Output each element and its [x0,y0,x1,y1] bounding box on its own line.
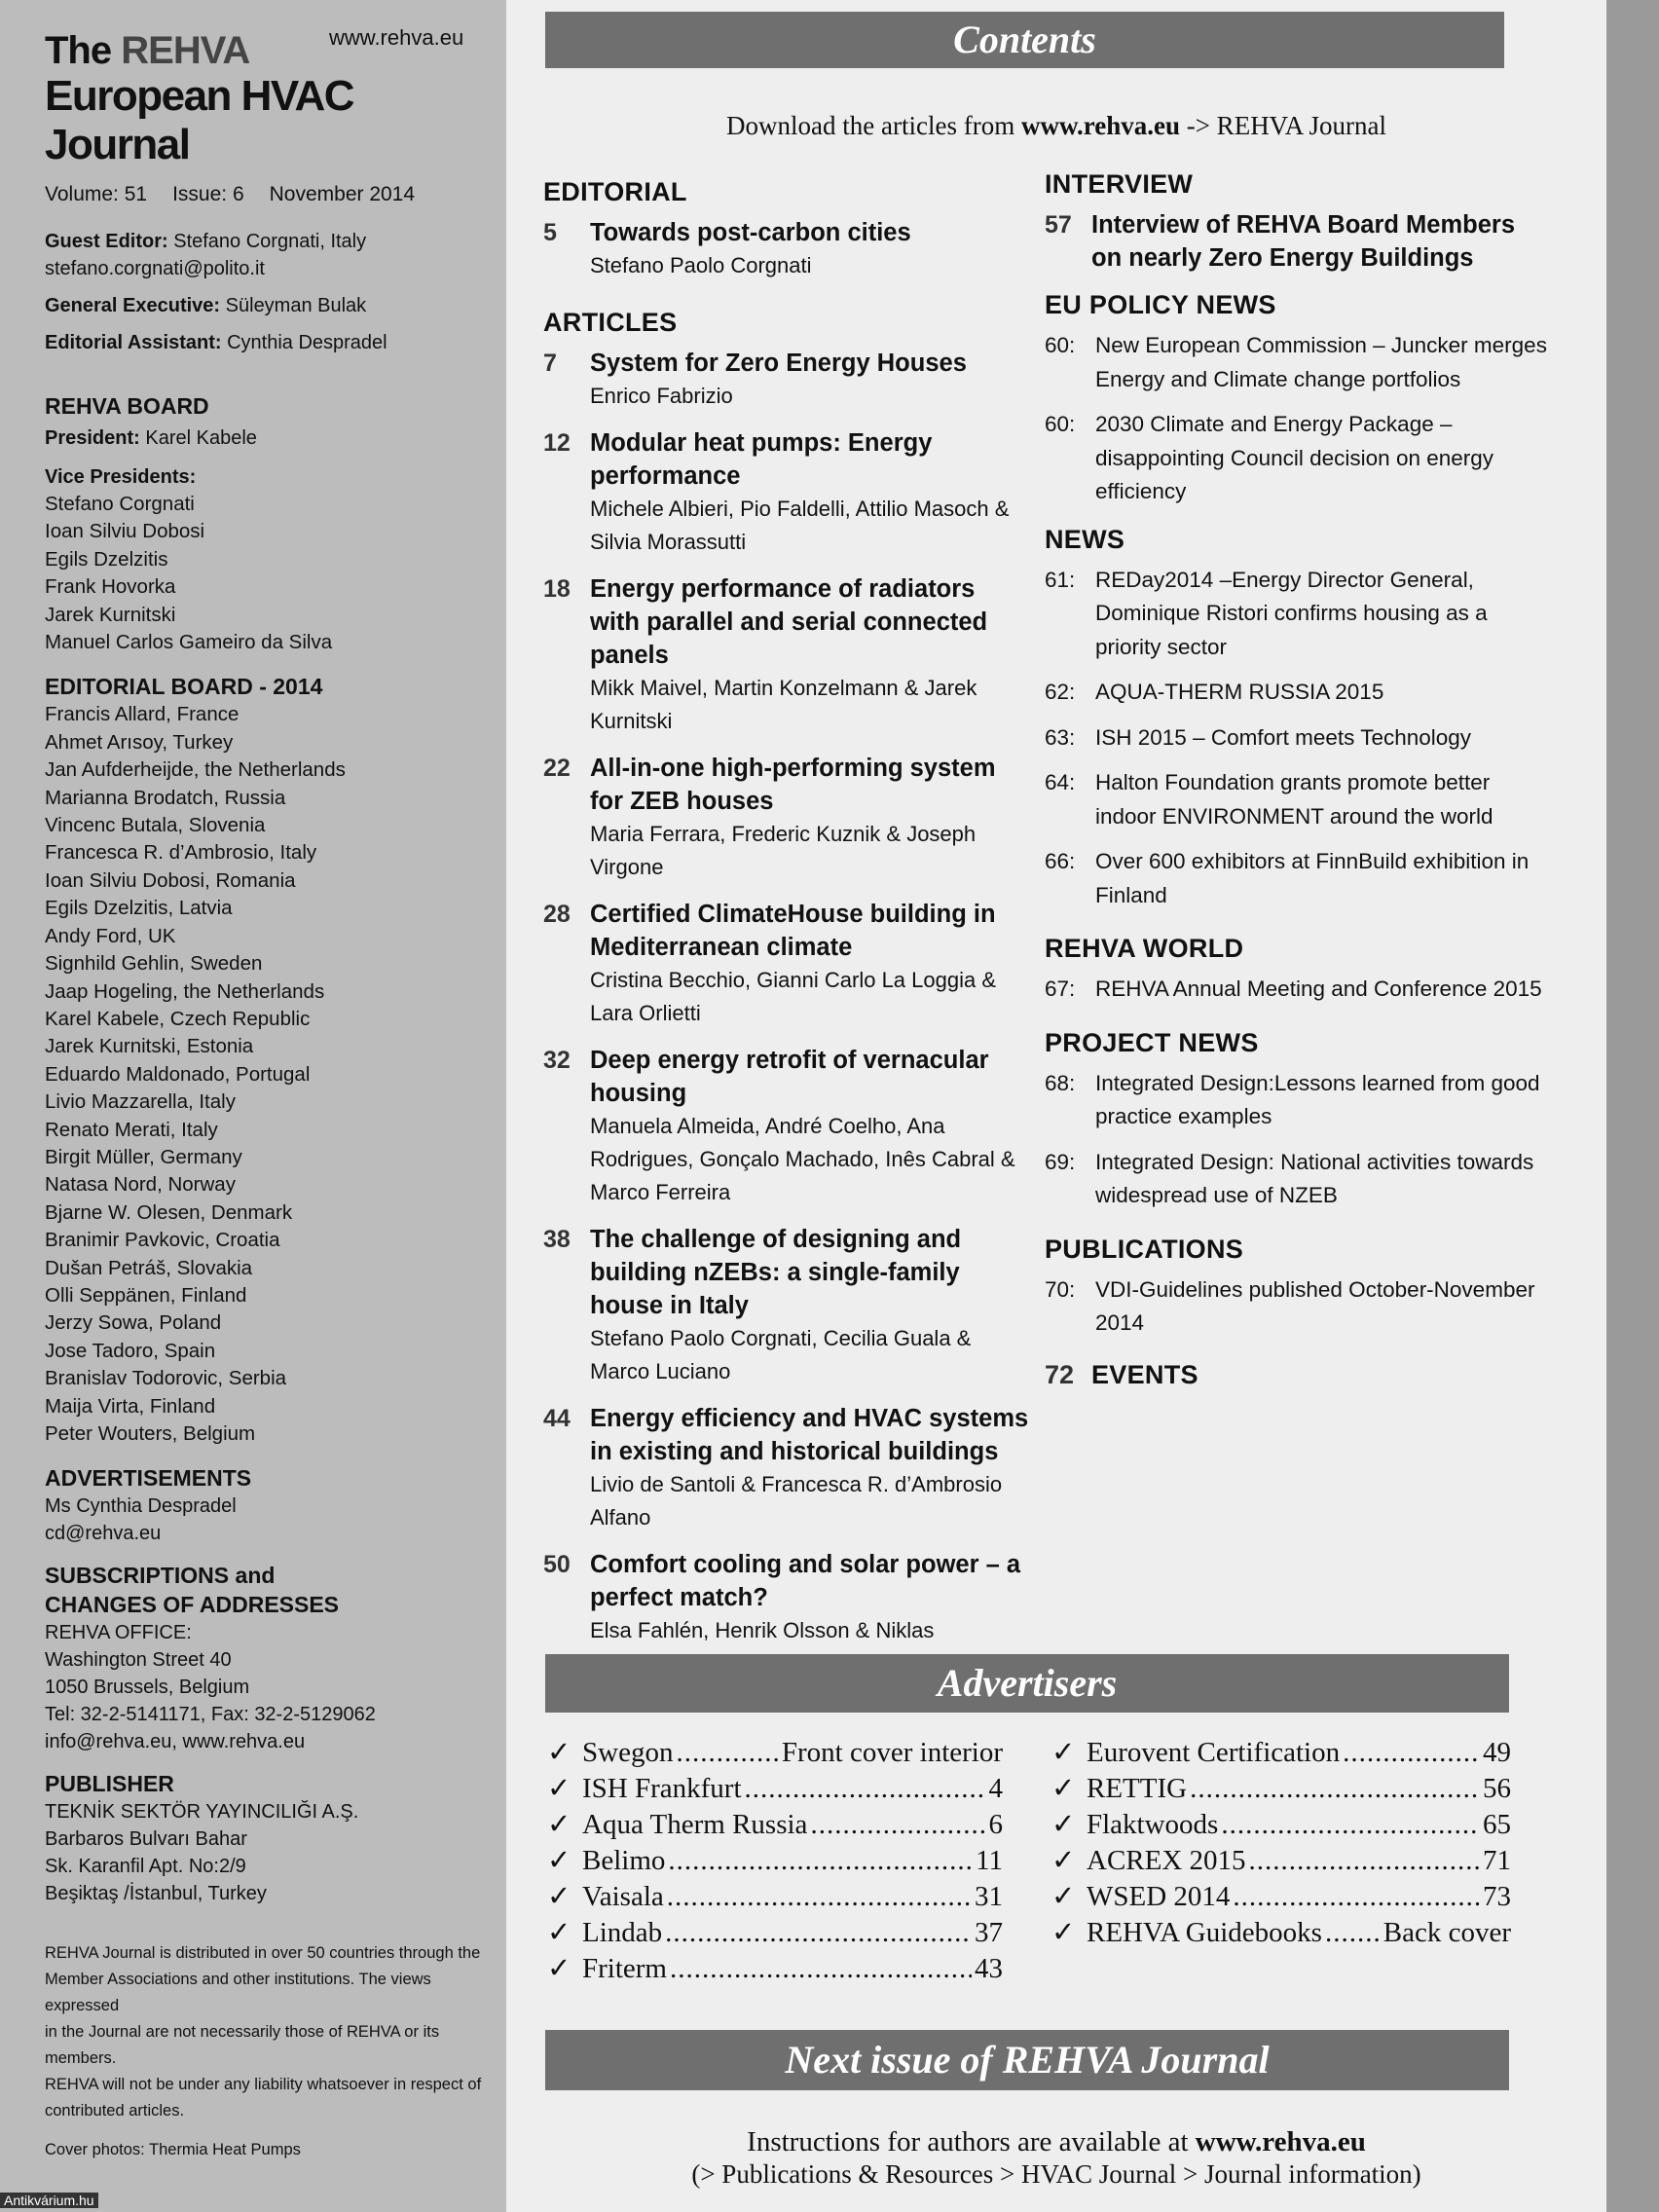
advertiser-page: 56 [1483,1773,1511,1804]
dot-leader [1325,1915,1381,1951]
next-issue-banner: Next issue of REHVA Journal [545,2030,1509,2090]
interview-entry[interactable] [1045,208,1551,275]
checkmark-icon: ✓ [547,1809,571,1840]
news-text: REDay2014 –Energy Director General, Dominique Ristori confirms housing as a priority sector [1095,567,1488,659]
news-text: Over 600 exhibitors at FinnBuild exhibition in Finland [1095,849,1530,907]
vice-presidents-list [45,491,506,656]
checkmark-icon: ✓ [1051,1737,1076,1768]
list-item: Maija Virta, Finland [45,1394,216,1418]
page-number: 7 [543,350,557,377]
list-item: Branislav Todorovic, Serbia [45,1367,287,1390]
article-authors: Michele Albieri, Pio Faldelli, Attilio Masoch & Silvia Morassutti [590,497,1010,554]
page-number: 72 [1045,1359,1075,1389]
checkmark-icon: ✓ [1051,1881,1076,1912]
volume: Volume: 51 [45,183,148,205]
publisher-line: TEKNİK SEKTÖR YAYINCILIĞI A.Ş. [45,1801,359,1824]
page-number: 66: [1045,849,1076,873]
checkmark-icon: ✓ [547,1737,571,1768]
advertiser-item[interactable] [547,1915,1003,1951]
events-heading: EVENTS [1091,1359,1198,1389]
advertiser-name: ACREX 2015 [1087,1845,1246,1876]
publisher-line: Beşiktaş /İstanbul, Turkey [45,1883,267,1905]
article-entry[interactable] [543,1223,1030,1388]
advertiser-item[interactable] [1051,1879,1511,1915]
list-item: Francesca R. d’Ambrosio, Italy [45,841,317,865]
guest-editor-email[interactable]: stefano.corgnati@polito.it [45,258,265,279]
journal-title: European HVAC Journal [45,72,354,168]
publisher-heading: PUBLISHER [45,1771,174,1797]
list-item: Andy Ford, UK [45,924,176,947]
list-item: Stefano Corgnati [45,493,195,515]
instructions-text: Instructions for authors are available at [747,2126,1189,2157]
rehva-world-heading: REHVA WORLD [1045,934,1244,963]
article-title: Certified ClimateHouse building in Mediterranean climate [590,901,996,961]
dot-leader [810,1807,985,1843]
eu-policy-heading: EU POLICY NEWS [1045,290,1276,319]
article-title: Comfort cooling and solar power – a perfect match? [590,1551,1021,1611]
page-number: 12 [543,429,571,457]
article-entry[interactable] [543,426,1030,559]
watermark: Antikvárium.hu [0,2193,98,2208]
dot-leader [1249,1843,1480,1879]
page-number: 62: [1045,680,1076,704]
advertiser-page: 71 [1483,1845,1511,1876]
checkmark-icon: ✓ [547,1845,571,1876]
advertiser-name: WSED 2014 [1087,1881,1231,1912]
page-edge [1606,0,1659,2212]
disclaimer-line: contributed articles. [45,2102,185,2120]
news-item[interactable] [1045,676,1551,710]
advertiser-page: Front cover interior [781,1737,1003,1768]
page-number: 57 [1045,211,1072,239]
advertiser-page: 73 [1483,1881,1511,1912]
list-item: Eduardo Maldonado, Portugal [45,1062,311,1086]
articles-list [543,347,1030,1680]
advertiser-name: Eurovent Certification [1087,1737,1341,1768]
news-item[interactable] [1045,766,1551,833]
advertiser-item[interactable] [1051,1771,1511,1807]
publisher-line: Barbaros Bulvarı Bahar [45,1828,247,1851]
issue-date: November 2014 [269,183,416,205]
editorial-board-list [45,701,506,1448]
list-item: Jaap Hogeling, the Netherlands [45,979,325,1003]
news-item[interactable] [1045,845,1551,912]
article-title: Deep energy retrofit of vernacular housing [590,1047,989,1107]
news-text: Halton Foundation grants promote better indoor ENVIRONMENT around the world [1095,770,1493,829]
article-title: Interview of REHVA Board Members on nearly Zero Energy Buildings [1091,211,1516,272]
advertiser-item[interactable] [547,1735,1003,1771]
advertisers-banner: Advertisers [545,1654,1509,1713]
checkmark-icon: ✓ [1051,1917,1076,1948]
interview-heading: INTERVIEW [1045,169,1194,199]
article-entry[interactable] [543,1044,1030,1209]
project-news-list [1045,1067,1551,1213]
article-authors: Livio de Santoli & Francesca R. d’Ambrosio Alfano [590,1472,1003,1530]
advertiser-page: 43 [975,1953,1003,1984]
article-authors: Enrico Fabrizio [590,384,733,408]
list-item: Francis Allard, France [45,703,240,726]
article-authors: Mikk Maivel, Martin Konzelmann & Jarek Kurnitski [590,676,977,733]
disclaimer-line: REHVA Journal is distributed in over 50 countries through the [45,1944,481,1963]
download-line [506,111,1606,141]
site-url[interactable]: www.rehva.eu [329,25,464,50]
article-authors: Stefano Paolo Corgnati [590,253,812,277]
news-item[interactable] [1045,564,1551,665]
page-number: 50 [543,1551,571,1578]
article-authors: Manuela Almeida, André Coelho, Ana Rodrigues, Gonçalo Machado, Inês Cabral & Marco Ferreira [590,1114,1015,1204]
news-text: VDI-Guidelines published October-November 2014 [1095,1276,1535,1335]
article-authors: Elsa Fahlén, Henrik Olsson & Niklas [590,1618,935,1642]
advertiser-page: 6 [988,1809,1003,1840]
articles-heading: ARTICLES [543,308,678,337]
office-line: Washington Street 40 [45,1649,232,1672]
issue-info [45,183,506,206]
publications-list [1045,1273,1551,1341]
general-executive: Süleyman Bulak [225,295,367,316]
rehva-board [45,391,506,656]
article-authors: Cristina Becchio, Gianni Carlo La Loggia & Lara Orlietti [590,968,997,1025]
advertiser-name: Vaisala [582,1881,664,1912]
advertiser-page: 11 [976,1845,1003,1876]
advertiser-name: Swegon [582,1737,674,1768]
news-text: REHVA Annual Meeting and Conference 2015 [1095,977,1542,1001]
advertiser-page: 37 [975,1917,1003,1948]
news-list [1045,564,1551,913]
news-text: 2030 Climate and Energy Package – disappointing Council decision on energy efficiency [1095,412,1494,503]
advertiser-name: ISH Frankfurt [582,1773,742,1804]
page-number: 44 [543,1405,571,1432]
page-number: 70: [1045,1276,1076,1302]
contents-right-column [1045,167,1551,1391]
list-item: Livio Mazzarella, Italy [45,1090,236,1114]
advertiser-page: 49 [1483,1737,1511,1768]
subscriptions [45,1561,506,1755]
news-text: Integrated Design: National activities towards widespread use of NZEB [1095,1149,1534,1207]
article-entry[interactable] [543,1402,1030,1534]
page-number: 63: [1045,724,1076,750]
page-number: 32 [543,1047,571,1074]
news-item[interactable] [1045,721,1551,756]
disclaimer-line: REHVA will not be under any liability whatsoever in respect of [45,2076,482,2094]
page-number: 60: [1045,412,1076,436]
article-title: All-in-one high-performing system for ZEB houses [590,755,996,815]
advertiser-item[interactable] [1051,1843,1511,1879]
list-item: Frank Hovorka [45,575,176,599]
news-text: ISH 2015 – Comfort meets Technology [1095,724,1472,750]
board-heading: REHVA BOARD [45,393,209,419]
masthead-sidebar [0,0,506,2212]
news-item[interactable] [1045,1067,1551,1134]
dot-leader [667,1879,972,1915]
dot-leader [1233,1879,1480,1915]
advertiser-page: Back cover [1382,1917,1511,1948]
contents-left-column [543,175,1030,1694]
staff-block [45,228,506,356]
list-item: Jerzy Sowa, Poland [45,1311,222,1335]
ads-heading: ADVERTISEMENTS [45,1465,252,1492]
news-text: Integrated Design:Lessons learned from good practice examples [1095,1070,1540,1128]
list-item: Egils Dzelzitis [45,547,168,571]
download-link[interactable]: www.rehva.eu [1020,111,1180,140]
list-item: Birgit Müller, Germany [45,1145,242,1168]
list-item: Jan Aufderheijde, the Netherlands [45,758,346,782]
rehva-world-list [1045,973,1551,1007]
list-item: Ioan Silviu Dobosi [45,520,205,543]
page-number: 64: [1045,770,1076,794]
issue-number: Issue: 6 [172,183,244,205]
article-authors: Maria Ferrara, Frederic Kuznik & Joseph Virgone [590,822,977,879]
article-entry[interactable] [543,752,1030,884]
advertiser-page: 4 [988,1773,1003,1804]
ads-contact: Ms Cynthia Despradel [45,1495,237,1518]
contents-banner: Contents [545,12,1504,68]
disclaimer-line: Member Associations and other institutions. The views expressed [45,1971,431,2015]
disclaimer-line: in the Journal are not necessarily those of REHVA or its members. [45,2023,440,2068]
list-item: Bjarne W. Olesen, Denmark [45,1200,293,1224]
publications-heading: PUBLICATIONS [1045,1234,1244,1264]
advertiser-item[interactable] [547,1879,1003,1915]
news-item[interactable] [1045,1273,1551,1341]
dot-leader [745,1771,986,1807]
advertisers-left-list [547,1735,1003,1987]
news-heading: NEWS [1045,524,1125,554]
page-number: 5 [543,219,557,246]
list-item: Jarek Kurnitski, Estonia [45,1035,254,1058]
dot-leader [1190,1771,1480,1807]
article-entry[interactable] [543,347,1030,413]
news-item[interactable] [1045,329,1551,396]
vice-presidents-label: Vice Presidents: [45,466,197,488]
advertiser-item[interactable] [1051,1915,1511,1951]
advertisers-right-list [1051,1735,1511,1951]
editorial-board-heading: EDITORIAL BOARD - 2014 [45,674,323,700]
list-item: Branimir Pavkovic, Croatia [45,1229,280,1252]
dot-leader [1343,1735,1480,1771]
publisher [45,1769,506,1907]
advertiser-name: RETTIG [1087,1773,1188,1804]
news-text: AQUA-THERM RUSSIA 2015 [1095,680,1384,704]
list-item: Peter Wouters, Belgium [45,1422,256,1445]
advertiser-name: REHVA Guidebooks [1087,1917,1322,1948]
dot-leader [670,1951,972,1987]
page-number: 60: [1045,333,1076,357]
page-number: 22 [543,755,571,782]
editorial-assistant: Cynthia Despradel [227,332,387,353]
page-number: 38 [543,1226,571,1253]
project-news-heading: PROJECT NEWS [1045,1027,1259,1057]
checkmark-icon: ✓ [547,1953,571,1984]
list-item: Vincenc Butala, Slovenia [45,814,266,837]
download-suffix: -> REHVA Journal [1186,111,1386,140]
editorial-assistant-label: Editorial Assistant: [45,332,222,353]
advertiser-item[interactable] [547,1843,1003,1879]
guest-editor-label: Guest Editor: [45,231,168,252]
dot-leader [668,1843,973,1879]
article-title: Towards post-carbon cities [590,219,911,246]
publisher-line: Sk. Karanfil Apt. No:2/9 [45,1856,246,1878]
advertiser-name: Aqua Therm Russia [582,1809,808,1840]
download-prefix: Download the articles from [726,111,1015,140]
editorial-entry[interactable] [543,216,1030,282]
article-title: The challenge of designing and building nZEBs: a single-family house in Italy [590,1226,962,1319]
list-item: Olli Seppänen, Finland [45,1283,247,1307]
author-instructions [506,2126,1606,2158]
instructions-path: (> Publications & Resources > HVAC Journal > Journal information) [691,2159,1421,2189]
president-label: President: [45,427,140,449]
list-item: Jarek Kurnitski [45,603,176,626]
events-entry[interactable] [1045,1358,1551,1391]
office-line: REHVA OFFICE: [45,1622,192,1644]
article-authors: Stefano Paolo Corgnati, Cecilia Guala & Marco Luciano [590,1326,972,1383]
dot-leader [676,1735,778,1771]
page-number: 67: [1045,977,1076,1001]
list-item: Marianna Brodatch, Russia [45,786,286,809]
subs-heading-2: CHANGES OF ADDRESSES [45,1592,340,1618]
checkmark-icon: ✓ [1051,1809,1076,1840]
advertiser-item[interactable] [1051,1735,1511,1771]
checkmark-icon: ✓ [1051,1845,1076,1876]
advertiser-page: 31 [975,1881,1003,1912]
office-line: Tel: 32-2-5141171, Fax: 32-2-5129062 [45,1704,376,1726]
article-title: Energy performance of radiators with parallel and serial connected panels [590,575,988,669]
instructions-link[interactable]: www.rehva.eu [1195,2126,1366,2157]
advertiser-item[interactable] [547,1771,1003,1807]
article-entry[interactable] [543,572,1030,738]
page-number: 28 [543,901,571,928]
dot-leader [1221,1807,1480,1843]
page-number: 68: [1045,1070,1076,1095]
guest-editor: Stefano Corgnati, Italy [173,231,367,252]
advertiser-name: Friterm [582,1953,667,1984]
news-item[interactable] [1045,973,1551,1007]
disclaimer [45,1940,506,2124]
subs-heading: SUBSCRIPTIONS and [45,1563,276,1589]
list-item: Natasa Nord, Norway [45,1173,236,1197]
news-item[interactable] [1045,1146,1551,1213]
president: Karel Kabele [145,427,257,449]
list-item: Ioan Silviu Dobosi, Romania [45,868,296,892]
list-item: Dušan Petráš, Slovakia [45,1256,253,1279]
eu-policy-list [1045,329,1551,509]
advertiser-item[interactable] [1051,1807,1511,1843]
list-item: Egils Dzelzitis, Latvia [45,897,233,920]
general-executive-label: General Executive: [45,295,221,316]
cover-photos-credit: Cover photos: Thermia Heat Pumps [45,2141,301,2159]
checkmark-icon: ✓ [547,1773,571,1804]
page-number: 18 [543,575,571,603]
checkmark-icon: ✓ [547,1881,571,1912]
article-title: System for Zero Energy Houses [590,350,967,377]
contents-page [506,0,1606,2212]
list-item: Karel Kabele, Czech Republic [45,1007,311,1030]
advertiser-item[interactable] [547,1951,1003,1987]
article-title: Modular heat pumps: Energy performance [590,429,933,490]
advertiser-name: Flaktwoods [1087,1809,1219,1840]
list-item: Signhild Gehlin, Sweden [45,952,263,976]
journal-brand-line1: The REHVA [45,29,250,72]
list-item: Jose Tadoro, Spain [45,1339,216,1362]
advertiser-item[interactable] [547,1807,1003,1843]
article-entry[interactable] [543,898,1030,1030]
editorial-heading: EDITORIAL [543,177,687,206]
dot-leader [665,1915,972,1951]
office-line[interactable]: info@rehva.eu, www.rehva.eu [45,1731,306,1753]
office-line: 1050 Brussels, Belgium [45,1677,250,1699]
advertiser-name: Belimo [582,1845,666,1876]
advertiser-name: Lindab [582,1917,663,1948]
news-item[interactable] [1045,408,1551,509]
article-title: Energy efficiency and HVAC systems in existing and historical buildings [590,1405,1029,1465]
checkmark-icon: ✓ [547,1917,571,1948]
page-number: 69: [1045,1149,1076,1174]
editorial-board [45,672,506,1448]
news-text: New European Commission – Juncker merges Energy and Climate change portfolios [1095,333,1547,391]
ads-email[interactable]: cd@rehva.eu [45,1523,162,1545]
list-item: Manuel Carlos Gameiro da Silva [45,631,333,654]
page-number: 61: [1045,567,1076,592]
advertiser-page: 65 [1483,1809,1511,1840]
advertisements-contact [45,1463,506,1547]
checkmark-icon: ✓ [1051,1773,1076,1804]
list-item: Ahmet Arısoy, Turkey [45,730,234,754]
list-item: Renato Merati, Italy [45,1118,218,1141]
